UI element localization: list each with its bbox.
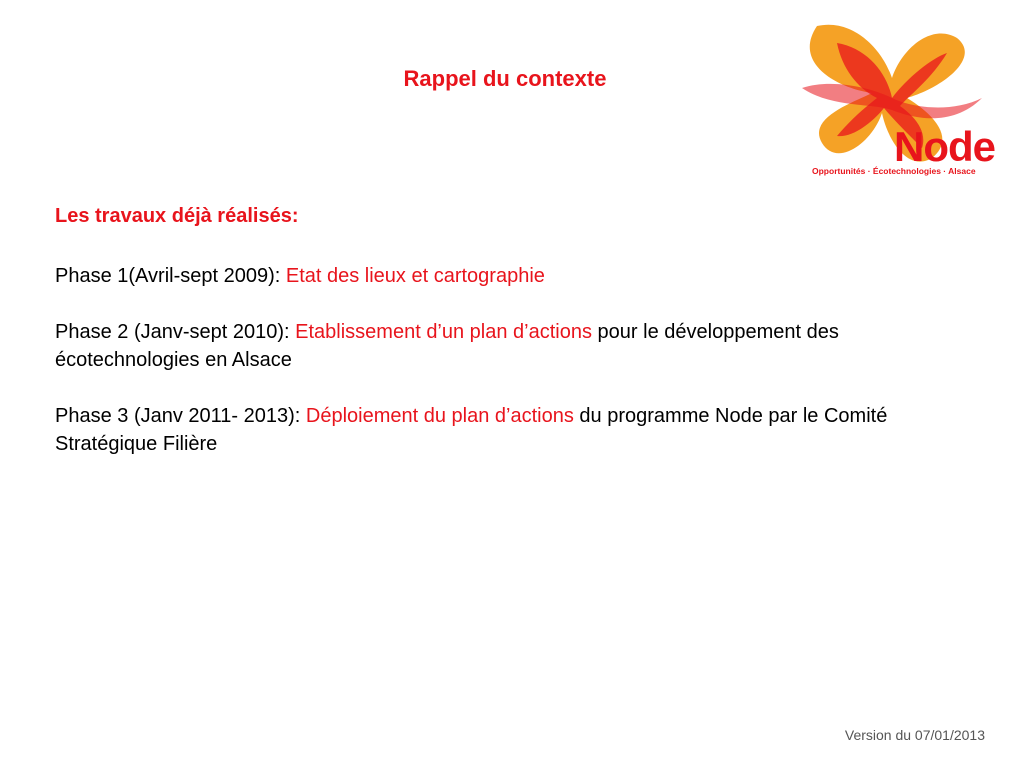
phase-2-label: Phase 2 (Janv-sept 2010): [55, 321, 296, 343]
slide-title: Rappel du contexte [403, 66, 607, 91]
phase-3 [55, 402, 985, 458]
phase-1-label: Phase 1(Avril-sept 2009): [55, 265, 286, 287]
phase-1-highlight: Etat des lieux et cartographie [285, 265, 545, 287]
phase-2-highlight: Etablissement d’un plan d’actions [295, 321, 592, 343]
subtitle: Les travaux déjà réalisés: [55, 205, 299, 227]
node-logo [782, 18, 1004, 178]
logo-tagline: Opportunités · Écotechnologies · Alsace [812, 166, 976, 176]
slide-content [55, 202, 985, 486]
phase-2 [55, 318, 985, 374]
phase-2-rest: pour le développement des écotechnologies en Alsace [55, 321, 839, 371]
phase-3-highlight: Déploiement du plan d’actions [305, 405, 574, 427]
phase-3-label: Phase 3 (Janv 2011- 2013): [55, 405, 306, 427]
phase-1 [55, 262, 985, 290]
logo-wordmark: Node [894, 123, 995, 170]
phase-3-rest: du programme Node par le Comité Stratégique Filière [55, 405, 888, 455]
version-footer: Version du 07/01/2013 [844, 727, 985, 743]
